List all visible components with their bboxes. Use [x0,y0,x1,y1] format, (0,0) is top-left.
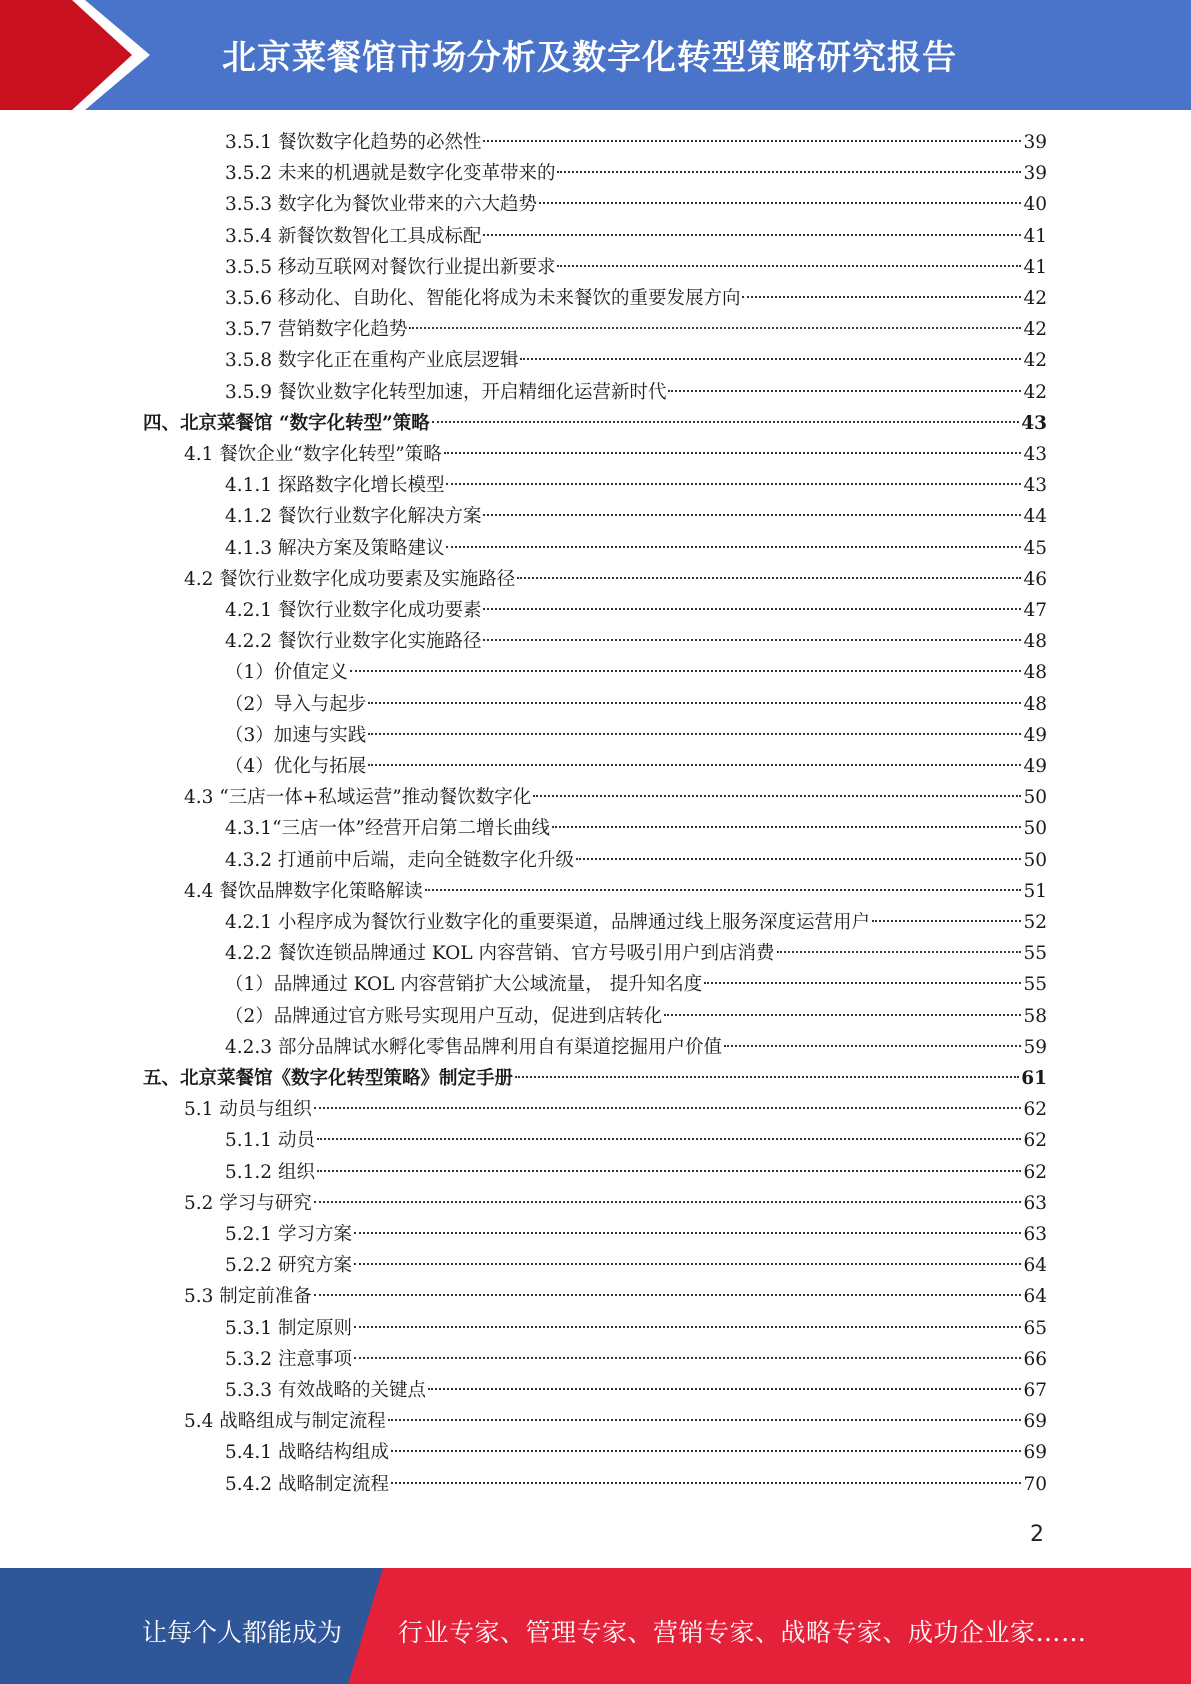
toc-entry-page: 45 [1023,537,1047,559]
toc-entry-page: 64 [1023,1286,1047,1308]
toc-entry[interactable] [184,782,1047,813]
toc-entry[interactable] [225,751,1047,782]
toc-entry-title: 3.5.8 数字化正在重构产业底层逻辑 [225,350,519,372]
toc-entry-title: （4）优化与拓展 [225,756,367,777]
toc-entry-page: 50 [1023,849,1047,871]
toc-entry[interactable] [225,1375,1047,1406]
toc-entry-page: 70 [1023,1473,1047,1495]
toc-entry[interactable] [143,408,1047,439]
toc-entry-title: 5.2.1 学习方案 [225,1224,352,1245]
toc-entry-title: 4.3 “三店一体+私域运营”推动餐饮数字化 [184,787,532,809]
toc-entry-title: 4.1.3 解决方案及策略建议 [225,537,445,559]
toc-entry[interactable] [225,283,1047,314]
toc-dot-leader [576,858,1021,860]
toc-entry[interactable] [184,1406,1047,1437]
toc-entry-title: 3.5.5 移动互联网对餐饮行业提出新要求 [225,256,556,278]
toc-entry[interactable] [225,1001,1047,1032]
toc-entry[interactable] [184,439,1047,470]
toc-entry-title: 5.1.1 动员 [225,1130,315,1152]
toc-dot-leader [664,1014,1021,1016]
toc-dot-leader [368,764,1021,766]
toc-entry-page: 41 [1023,225,1047,247]
toc-entry[interactable] [225,595,1047,626]
toc-entry-page: 47 [1023,600,1047,621]
toc-entry-title: 4.4 餐饮品牌数字化策略解读 [184,880,423,902]
page-footer [0,1568,1191,1684]
toc-entry-title: 4.2.3 部分品牌试水孵化零售品牌利用自有渠道挖掘用户价值 [225,1036,722,1058]
page-header [0,0,1191,110]
toc-dot-leader [483,140,1021,142]
toc-entry-page: 40 [1023,194,1047,216]
toc-entry-title: 4.1 餐饮企业“数字化转型”策略 [184,444,442,465]
toc-entry[interactable] [225,1219,1047,1250]
toc-entry-page: 49 [1023,756,1047,777]
toc-dot-leader [557,171,1021,173]
toc-entry[interactable] [225,221,1047,252]
toc-dot-leader [388,1419,1022,1421]
toc-entry-page: 69 [1023,1411,1047,1433]
toc-entry-page: 42 [1023,288,1047,309]
toc-entry-title: （1）品牌通过 KOL 内容营销扩大公域流量， 提升知名度 [225,974,703,996]
toc-entry-title: 5.3 制定前准备 [184,1286,312,1308]
toc-entry-page: 49 [1023,724,1047,746]
toc-entry-title: （2）品牌通过官方账号实现用户互动，促进到店转化 [225,1005,663,1027]
toc-dot-leader [724,1045,1021,1047]
toc-dot-leader [314,1107,1022,1109]
toc-dot-leader [350,670,1022,672]
toc-dot-leader [354,1232,1022,1234]
toc-dot-leader [317,1138,1022,1140]
toc-dot-leader [354,1263,1022,1265]
toc-entry-title: 3.5.6 移动化、自助化、智能化将成为未来餐饮的重要发展方向 [225,288,741,309]
toc-dot-leader [432,421,1020,423]
toc-entry-title: （3）加速与实践 [225,724,367,746]
toc-entry-page: 50 [1023,787,1047,809]
toc-entry-title: 4.1.2 餐饮行业数字化解决方案 [225,506,482,528]
toc-entry-title: 5.1.2 组织 [225,1161,315,1183]
footer-slogan-left: 让每个人都能成为 [142,1618,343,1647]
toc-entry-page: 55 [1023,974,1047,996]
toc-dot-leader [533,795,1021,797]
toc-dot-leader [539,202,1021,204]
toc-dot-leader [483,514,1021,516]
toc-entry-page: 58 [1023,1005,1047,1027]
toc-entry[interactable] [225,626,1047,657]
toc-dot-leader [317,1170,1022,1172]
toc-dot-leader [409,327,1021,329]
toc-entry-page: 64 [1023,1255,1047,1277]
toc-entry[interactable] [184,876,1047,907]
toc-entry[interactable] [225,1344,1047,1375]
toc-entry-page: 46 [1023,568,1047,590]
toc-entry[interactable] [225,845,1047,876]
toc-entry[interactable] [225,969,1047,1000]
toc-entry[interactable] [225,1125,1047,1156]
toc-entry-title: 5.1 动员与组织 [184,1099,312,1121]
toc-entry[interactable] [225,1469,1047,1500]
toc-entry-page: 43 [1023,444,1047,465]
toc-entry-page: 51 [1023,880,1047,902]
toc-entry[interactable] [225,501,1047,532]
toc-entry[interactable] [184,1094,1047,1125]
toc-entry-page: 44 [1023,506,1047,528]
toc-entry-title: 4.2.1 餐饮行业数字化成功要素 [225,600,482,621]
toc-entry[interactable] [225,345,1047,376]
toc-entry-title: 5.3.2 注意事项 [225,1348,352,1370]
toc-entry-page: 43 [1021,412,1047,434]
toc-entry[interactable] [225,1250,1047,1281]
toc-entry[interactable] [225,127,1047,158]
toc-dot-leader [515,1076,1019,1078]
toc-entry-title: 5.3.1 制定原则 [225,1317,352,1339]
toc-entry-title: （2）导入与起步 [225,693,367,715]
toc-entry[interactable] [225,533,1047,564]
toc-entry[interactable] [225,377,1047,408]
toc-entry-title: 5.3.3 有效战略的关键点 [225,1380,426,1401]
toc-entry-title: 4.2.2 餐饮行业数字化实施路径 [225,631,482,653]
toc-entry[interactable] [225,1313,1047,1344]
toc-dot-leader [483,639,1021,641]
toc-entry-page: 39 [1023,163,1047,185]
toc-dot-leader [517,577,1021,579]
toc-dot-leader [704,982,1021,984]
toc-dot-leader [368,702,1021,704]
toc-dot-leader [668,390,1021,392]
toc-entry-title: 5.4 战略组成与制定流程 [184,1411,386,1433]
page-number: 2 [1030,1522,1044,1547]
toc-dot-leader [777,951,1022,953]
toc-dot-leader [872,920,1021,922]
toc-entry[interactable] [184,564,1047,595]
toc-entry-page: 42 [1023,381,1047,403]
toc-dot-leader [354,1326,1022,1328]
toc-entry-page: 52 [1023,912,1047,933]
toc-dot-leader [354,1357,1022,1359]
toc-entry-page: 62 [1023,1161,1047,1183]
toc-dot-leader [552,826,1021,828]
toc-entry[interactable] [225,252,1047,283]
toc-dot-leader [446,546,1021,548]
toc-entry[interactable] [225,938,1047,969]
toc-entry-title: 五、北京菜餐馆《数字化转型策略》制定手册 [143,1068,514,1089]
toc-entry-title: 4.3.2 打通前中后端，走向全链数字化升级 [225,849,574,871]
toc-entry-page: 48 [1023,693,1047,715]
toc-entry-page: 39 [1023,132,1047,153]
toc-dot-leader [557,265,1021,267]
toc-dot-leader [425,889,1022,891]
toc-entry-page: 43 [1023,475,1047,497]
toc-entry-page: 55 [1023,943,1047,965]
toc-entry[interactable] [184,1281,1047,1312]
toc-entry[interactable] [225,158,1047,189]
toc-entry-title: 5.4.2 战略制定流程 [225,1473,389,1495]
toc-entry-title: 4.2 餐饮行业数字化成功要素及实施路径 [184,568,516,590]
toc-entry-title: 3.5.3 数字化为餐饮业带来的六大趋势 [225,194,537,216]
toc-dot-leader [314,1294,1022,1296]
toc-entry[interactable] [225,189,1047,220]
toc-entry-page: 63 [1023,1224,1047,1245]
toc-entry-page: 63 [1023,1192,1047,1214]
toc-entry-title: 4.1.1 探路数字化增长模型 [225,475,445,497]
toc-dot-leader [391,1450,1021,1452]
toc-entry[interactable] [225,314,1047,345]
toc-entry-page: 48 [1023,662,1047,684]
toc-entry[interactable] [225,1032,1047,1063]
toc-entry[interactable] [184,1188,1047,1219]
report-title: 北京菜餐馆市场分析及数字化转型策略研究报告 [222,38,957,78]
toc-entry[interactable] [225,657,1047,688]
toc-entry[interactable] [225,689,1047,720]
toc-entry[interactable] [225,1437,1047,1468]
toc-entry-title: 4.2.2 餐饮连锁品牌通过 KOL 内容营销、官方号吸引用户到店消费 [225,943,775,965]
toc-entry-page: 50 [1023,818,1047,840]
toc-dot-leader [314,1201,1022,1203]
toc-dot-leader [483,608,1021,610]
toc-entry-page: 62 [1023,1130,1047,1152]
toc-entry-page: 69 [1023,1442,1047,1464]
toc-dot-leader [391,1482,1021,1484]
toc-entry-title: （1）价值定义 [225,662,348,684]
toc-entry-title: 5.2.2 研究方案 [225,1255,352,1277]
footer-slogan-right: 行业专家、管理专家、营销专家、战略专家、成功企业家…… [398,1618,1087,1647]
toc-entry-title: 3.5.4 新餐饮数智化工具成标配 [225,225,482,247]
toc-entry[interactable] [225,720,1047,751]
toc-entry-page: 42 [1023,319,1047,341]
toc-entry-title: 3.5.9 餐饮业数字化转型加速，开启精细化运营新时代 [225,381,667,403]
toc-entry-page: 66 [1023,1348,1047,1370]
toc-entry-title: 3.5.2 未来的机遇就是数字化变革带来的 [225,163,556,185]
toc-entry-title: 四、北京菜餐馆 “数字化转型”策略 [143,412,430,434]
toc-dot-leader [428,1388,1021,1390]
toc-entry-page: 61 [1021,1068,1047,1089]
toc-entry-title: 3.5.1 餐饮数字化趋势的必然性 [225,132,482,153]
toc-entry-page: 59 [1023,1036,1047,1058]
toc-entry[interactable] [225,813,1047,844]
toc-entry-title: 5.4.1 战略结构组成 [225,1442,389,1464]
toc-entry-page: 48 [1023,631,1047,653]
toc-entry-title: 5.2 学习与研究 [184,1192,312,1214]
toc-entry[interactable] [225,470,1047,501]
toc-entry[interactable] [225,1157,1047,1188]
toc-entry[interactable] [143,1063,1047,1094]
toc-entry-title: 4.3.1“三店一体”经营开启第二增长曲线 [225,818,550,840]
toc-entry-title: 3.5.7 营销数字化趋势 [225,319,408,341]
toc-dot-leader [444,452,1022,454]
toc-entry-page: 62 [1023,1099,1047,1121]
toc-entry-page: 67 [1023,1380,1047,1401]
toc-dot-leader [368,733,1021,735]
toc-dot-leader [520,358,1021,360]
toc-dot-leader [742,296,1021,298]
toc-dot-leader [483,234,1021,236]
toc-dot-leader [446,483,1021,485]
toc-entry[interactable] [225,907,1047,938]
toc-entry-page: 42 [1023,350,1047,372]
toc-entry-title: 4.2.1 小程序成为餐饮行业数字化的重要渠道，品牌通过线上服务深度运营用户 [225,912,870,933]
toc-entry-page: 65 [1023,1317,1047,1339]
toc-entry-page: 41 [1023,256,1047,278]
